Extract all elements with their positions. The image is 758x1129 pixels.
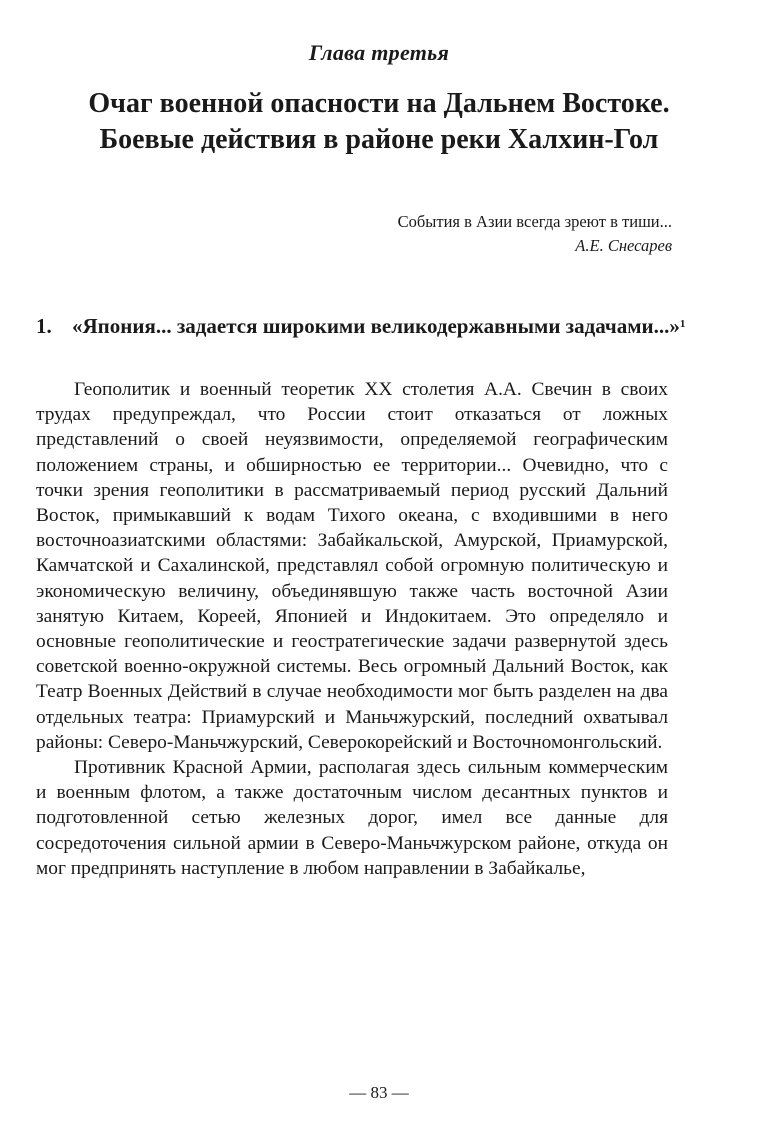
epigraph-author: А.Е. Снесарев — [575, 236, 672, 255]
page-number: — 83 — — [349, 1083, 409, 1102]
section-title-wrap — [72, 312, 685, 341]
footnote-mark: 1 — [679, 318, 686, 330]
section-number: 1. — [36, 314, 52, 338]
chapter-title: Очаг военной опасности на Дальнем Востоке. Боевые действия в районе реки Халхин-Гол — [88, 88, 670, 155]
body-text — [36, 377, 668, 881]
epigraph — [398, 210, 672, 258]
epigraph-quote: События в Азии всегда зреют в тиши... — [397, 212, 672, 231]
chapter-label: Глава третья — [308, 40, 450, 65]
paragraph: Геополитик и военный теоретик XX столетия А.А. Свечин в своих трудах предупреждал, что России стоит отказаться от ложных представлений о своей неуязвимости, определяемой географическим положением страны, и обширностью ее территории... Очевидно, что с точки зрения геополитики в рассматриваемый период русский Дальний Восток, примыкавший к водам Тихого океана, с входившими в него восточноазиатскими областями: Забайкальской, Амурской, Приамурской, Камчатской и Сахалинской, представлял собой огромную политическую и экономическую величину, объединявшую также часть восточной Азии занятую Китаем, Кореей, Японией и Индокитаем. Это определяло и основные геополитические и геостратегические задачи развернутой здесь советской военно-окружной системы. Весь огромный Дальний Восток, как Театр Военных Действий в случае необходимости мог быть разделен на два отдельных театра: Приамурский и Маньчжурский, последний охватывал районы: Северо-Маньчжурский, Северокорейский и Восточномонгольский. — [36, 379, 668, 753]
section-title: «Япония... задается широкими великодержавными задачами...» — [72, 314, 680, 338]
paragraph: Противник Красной Армии, располагая здесь сильным коммерческим и военным флотом, а также достаточным числом десантных пунктов и подготовленной сетью железных дорог, имел все данные для сосредоточения сильной армии в Северо-Маньчжурском районе, откуда он мог предпринять наступление в любом направлении в Забайкалье, — [36, 757, 668, 879]
section-heading — [36, 312, 696, 341]
